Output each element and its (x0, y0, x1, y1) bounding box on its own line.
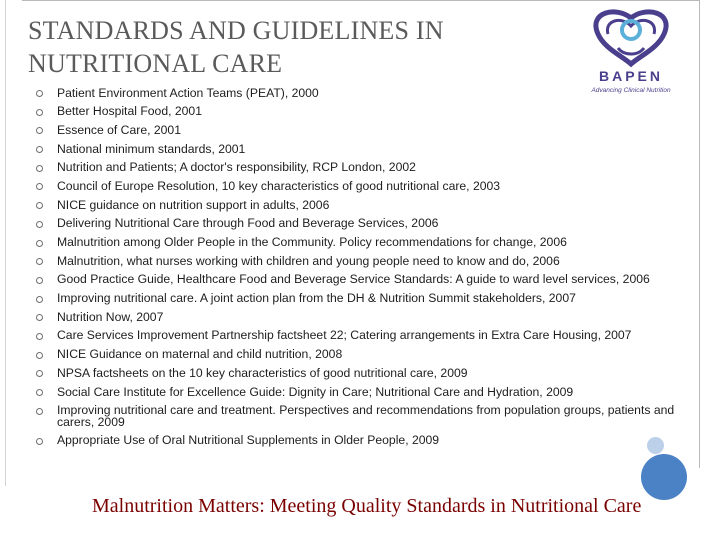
list-item (0, 234, 691, 253)
slide-title-line2: NUTRITIONAL CARE (28, 49, 283, 78)
bullet-icon (36, 438, 43, 445)
list-item (0, 308, 691, 327)
bullet-icon (36, 333, 43, 340)
bullet-icon (36, 408, 43, 415)
bullet-icon (36, 389, 43, 396)
slide-frame-right (699, 0, 700, 468)
bapen-emblem-icon (578, 4, 684, 68)
bullet-icon (36, 90, 43, 97)
list-item-text: Social Care Institute for Excellence Guide: Dignity in Care; Nutritional Care and Hydration, 2009 (57, 384, 574, 399)
slide-title-line1: STANDARDS AND GUIDELINES IN (28, 16, 444, 45)
bullet-icon (36, 221, 43, 228)
list-item-text: Appropriate Use of Oral Nutritional Supplements in Older People, 2009 (57, 433, 440, 448)
slide-title (28, 14, 568, 80)
guidelines-list (0, 84, 691, 451)
list-item (0, 84, 691, 103)
list-item (0, 215, 691, 234)
list-item-text: Nutrition Now, 2007 (57, 309, 164, 324)
list-item (0, 252, 691, 271)
list-item-text: NICE guidance on nutrition support in adults, 2006 (57, 197, 330, 212)
bullet-icon (36, 165, 43, 172)
bullet-icon (36, 370, 43, 377)
list-item-text: Good Practice Guide, Healthcare Food and Beverage Service Standards: A guide to ward level services, 2006 (57, 272, 650, 287)
list-item-text: Improving nutritional care. A joint action plan from the DH & Nutrition Summit stakeholders, 2007 (57, 291, 576, 306)
list-item-text: Patient Environment Action Teams (PEAT), 2000 (57, 85, 319, 100)
bullet-icon (36, 352, 43, 359)
list-item (0, 103, 691, 122)
list-item (0, 196, 691, 215)
list-item (0, 271, 691, 290)
list-item (0, 364, 691, 383)
list-item (0, 121, 691, 140)
bullet-icon (36, 146, 43, 153)
decorative-circle-small (647, 437, 664, 454)
bullet-icon (36, 314, 43, 321)
bullet-icon (36, 296, 43, 303)
slide-frame-top (22, 0, 699, 1)
list-item (0, 159, 691, 178)
list-item-text: NICE Guidance on maternal and child nutrition, 2008 (57, 347, 343, 362)
list-item (0, 402, 691, 432)
decorative-circle-large (641, 454, 687, 500)
bullet-icon (36, 240, 43, 247)
list-item (0, 383, 691, 402)
list-item (0, 327, 691, 346)
list-item-text: Malnutrition among Older People in the Community. Policy recommendations for change, 2006 (57, 235, 567, 249)
list-item (0, 140, 691, 159)
slide-footer: Malnutrition Matters: Meeting Quality Standards in Nutritional Care (92, 495, 642, 517)
list-item (0, 290, 691, 309)
bullet-icon (36, 202, 43, 209)
list-item-text: Improving nutritional care and treatment. Perspectives and recommendations from population groups, patients and carers, 2009 (57, 403, 675, 429)
list-item-text: Better Hospital Food, 2001 (57, 104, 202, 119)
bullet-icon (36, 183, 43, 190)
list-item-text: Malnutrition, what nurses working with children and young people need to know and do, 2006 (57, 253, 560, 268)
list-item-text: Care Services Improvement Partnership factsheet 22; Catering arrangements in Extra Care Housing, 2007 (57, 328, 632, 343)
list-item (0, 177, 691, 196)
list-item-text: Essence of Care, 2001 (57, 122, 181, 137)
logo-wordmark: BAPEN (598, 68, 663, 84)
list-item-text: NPSA factsheets on the 10 key characteristics of good nutritional care, 2009 (57, 365, 468, 380)
bullet-icon (36, 109, 43, 116)
list-item-text: Delivering Nutritional Care through Food and Beverage Services, 2006 (57, 216, 439, 231)
list-item-text: Council of Europe Resolution, 10 key characteristics of good nutritional care, 2003 (57, 178, 501, 193)
bullet-icon (36, 258, 43, 265)
list-item (0, 346, 691, 365)
list-item-text: Nutrition and Patients; A doctor's responsibility, RCP London, 2002 (57, 160, 416, 175)
logo-tagline: Advancing Clinical Nutrition (591, 87, 671, 94)
bullet-icon (36, 277, 43, 284)
list-item (0, 432, 691, 451)
bullet-icon (36, 127, 43, 134)
list-item-text: National minimum standards, 2001 (57, 141, 246, 156)
